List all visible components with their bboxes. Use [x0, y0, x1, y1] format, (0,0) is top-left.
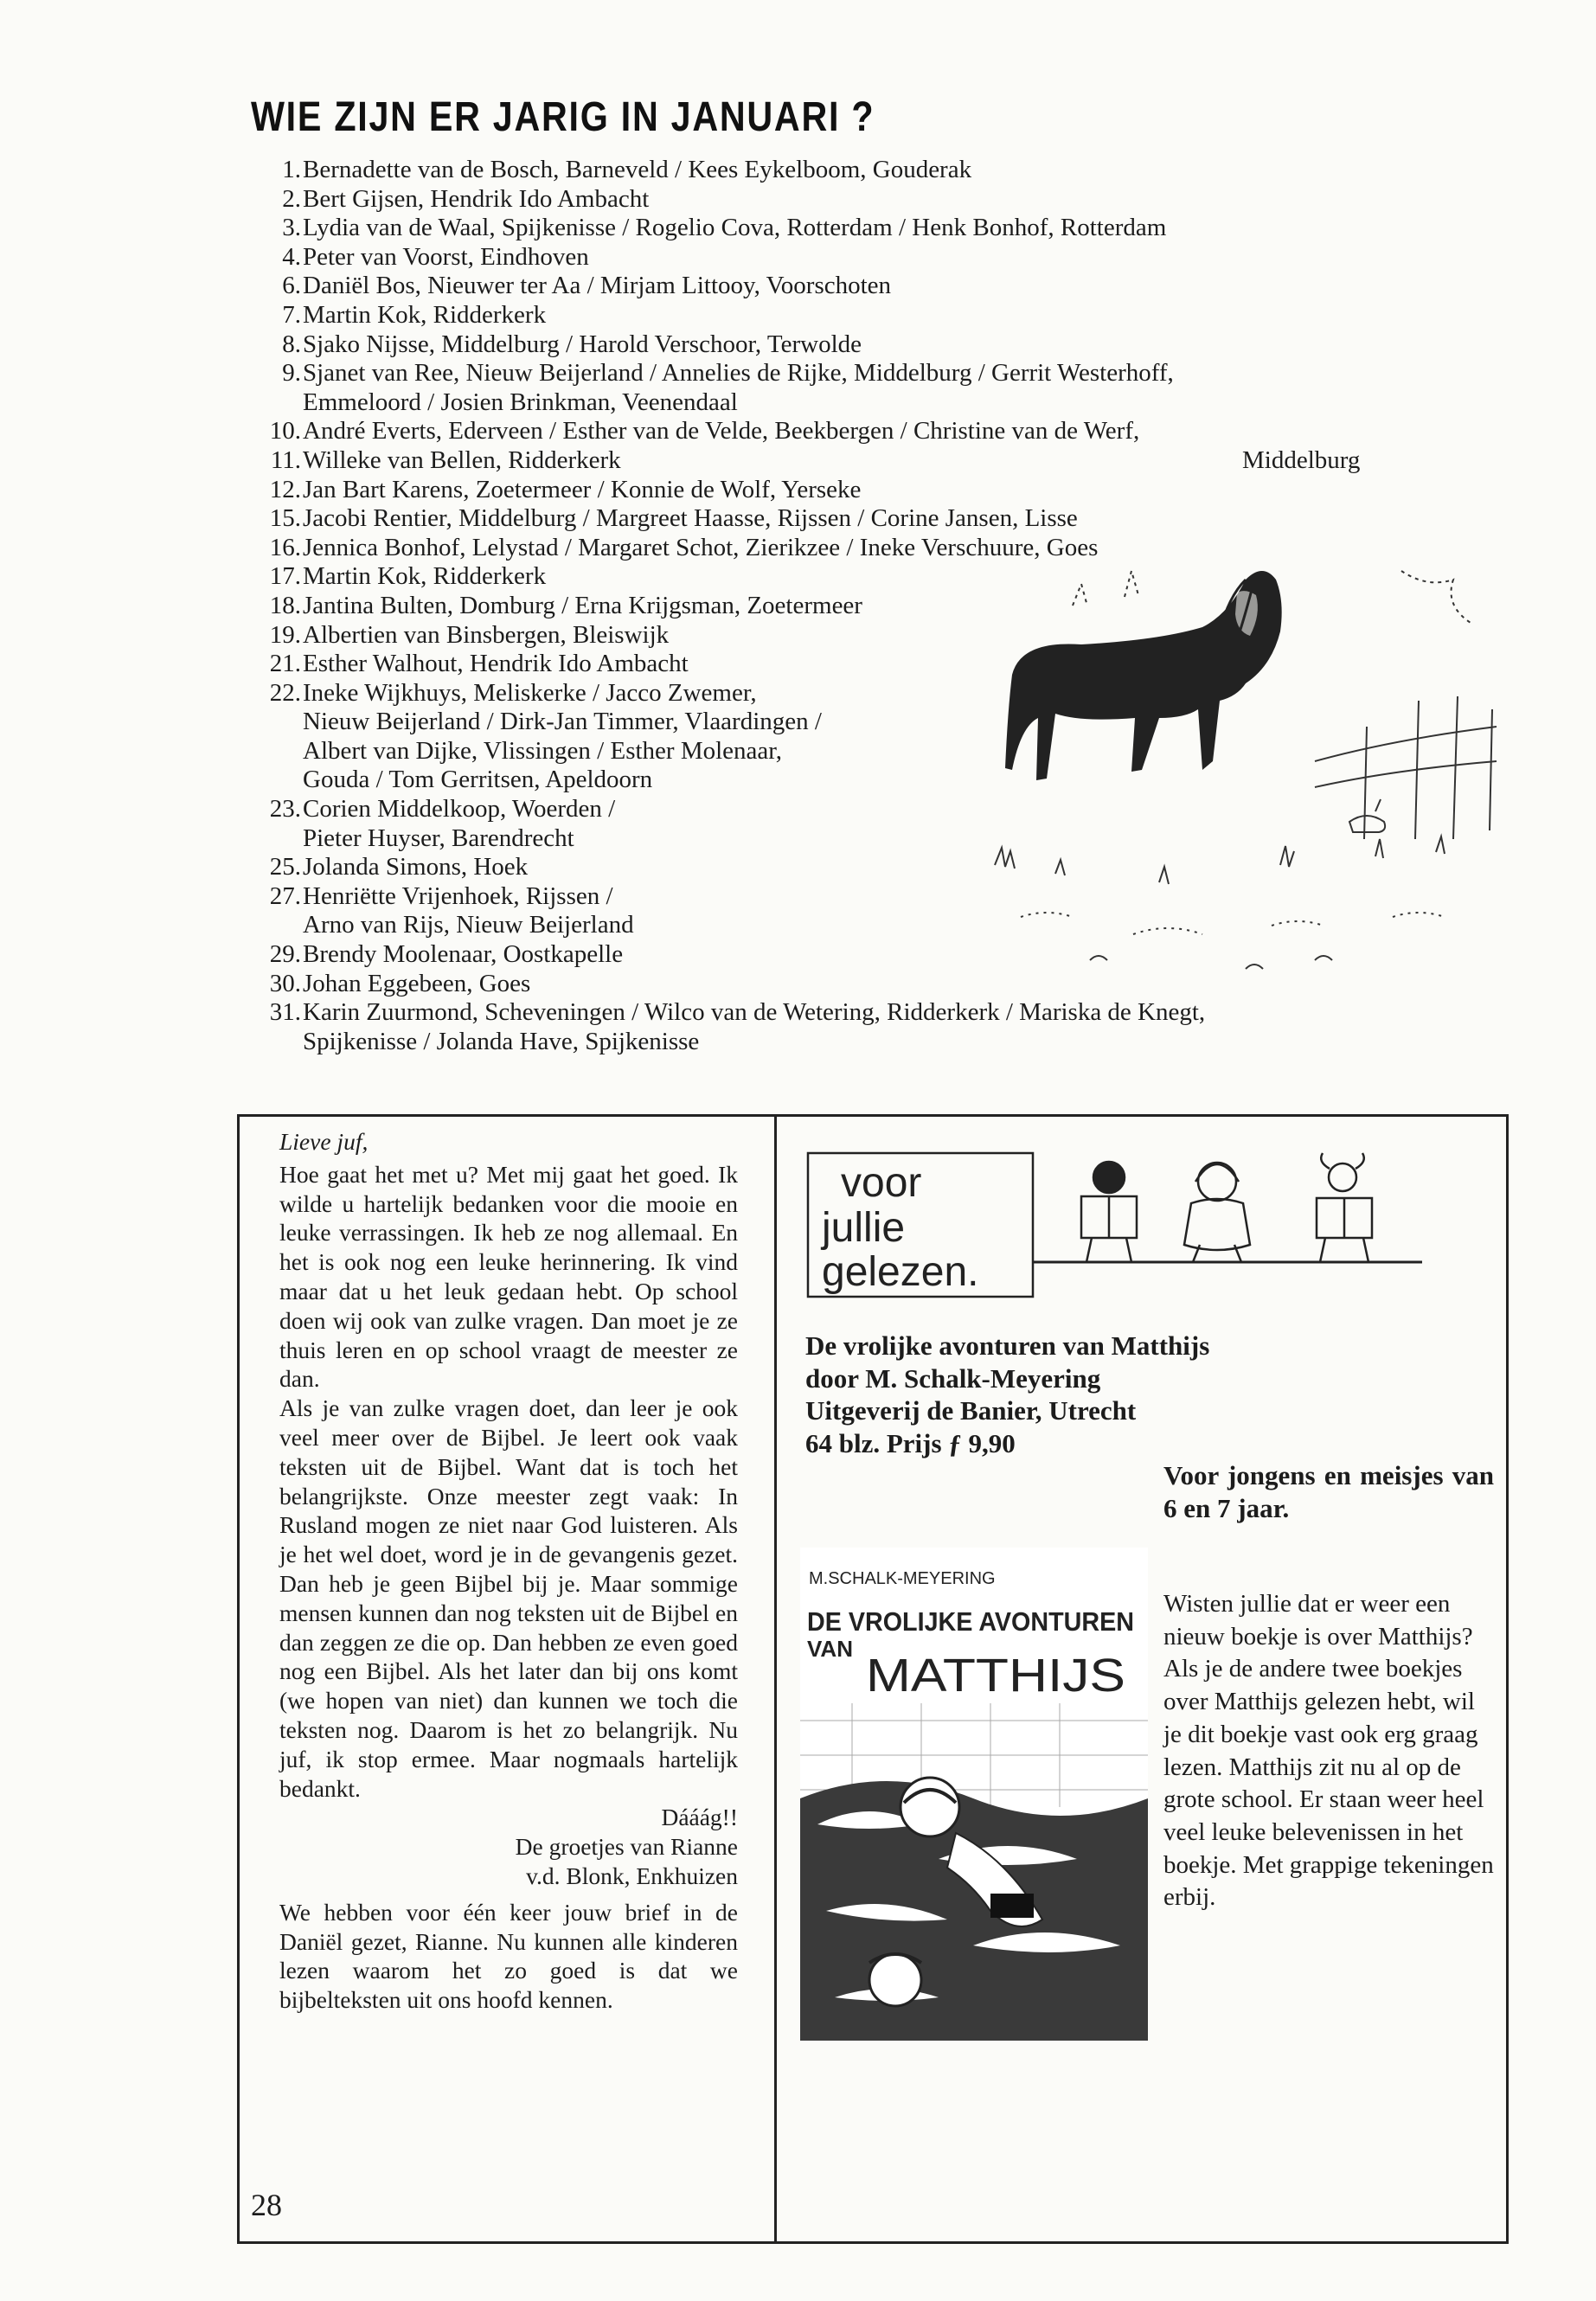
birthday-names: Peter van Voorst, Eindhoven — [303, 242, 589, 271]
birthday-day: 2. — [282, 184, 301, 213]
birthday-names: Martin Kok, Ridderkerk — [303, 300, 547, 329]
birthday-names: Spijkenisse / Jolanda Have, Spijkenisse — [303, 1027, 700, 1055]
birthday-day: 21. — [269, 650, 301, 678]
birthday-names: Arno van Rijs, Nieuw Beijerland — [303, 911, 634, 939]
birthday-day: 27. — [269, 881, 301, 910]
cover-title-1: DE VROLIJKE AVONTUREN — [807, 1606, 1134, 1637]
birthday-day: 22. — [269, 678, 301, 707]
birthday-row — [234, 272, 1410, 301]
birthday-day: 16. — [269, 533, 301, 561]
birthday-day: 23. — [269, 795, 301, 824]
birthday-names: Lydia van de Waal, Spijkenisse / Rogelio Cova, Rotterdam / Henk Bonhof, Rotterdam — [303, 214, 1167, 242]
birthday-day: 25. — [269, 853, 301, 881]
birthday-names: Albert van Dijke, Vlissingen / Esther Molenaar, — [303, 736, 783, 765]
birthday-day: 3. — [282, 214, 301, 242]
birthday-names: Bernadette van de Bosch, Barneveld / Kees Eykelboom, Gouderak — [303, 156, 972, 183]
birthday-names: Sjako Nijsse, Middelburg / Harold Verschoor, Terwolde — [303, 330, 862, 358]
cover-title-2: VAN — [807, 1636, 853, 1662]
birthday-day: 7. — [282, 300, 301, 329]
birthday-row — [234, 417, 1410, 446]
book-price: 64 blz. Prijs ƒ 9,90 — [805, 1427, 1016, 1458]
book-info — [805, 1330, 1290, 1459]
birthday-names: Nieuw Beijerland / Dirk-Jan Timmer, Vlaardingen / — [303, 708, 822, 736]
letter-signature-2: v.d. Blonk, Enkhuizen — [526, 1862, 738, 1889]
book-title: De vrolijke avonturen van Matthijs — [805, 1330, 1210, 1361]
birthday-row — [234, 446, 1410, 476]
birthday-names: Daniël Bos, Nieuwer ter Aa / Mirjam Littooy, Voorschoten — [303, 272, 892, 300]
birthday-names: Johan Eggebeen, Goes — [303, 969, 531, 997]
birthday-row — [234, 185, 1410, 215]
page-number: 28 — [251, 2188, 282, 2222]
birthday-names: Jan Bart Karens, Zoetermeer / Konnie de Wolf, Yerseke — [303, 475, 862, 503]
birthday-names: Emmeloord / Josien Brinkman, Veenendaal — [303, 388, 738, 416]
letter-body-2: Als je van zulke vragen doet, dan leer je ook veel meer over de Bijbel. Je leert ook vaak teksten uit de Bijbel. Want dat is toch het belangrijkste. Onze meester zegt vaak: In Rusland mogen ze niet naar God luisteren. Als je het wel doet, word je in de gevangenis gezet. Dan heb je geen Bijbel bij je. Maar sommige mensen kunnen dan nog teksten uit de Bijbel en dan zeggen ze die op. Dan hebben ze even goed nog een Bijbel. Als het later dan bij ons komt (we hopen van niet) dan kunnen we toch die teksten nog. Daarom is het zo belangrijk. Nu juf, ik stop ermee. Maar nogmaals hartelijk bedankt. — [279, 1394, 738, 1802]
birthday-row — [234, 243, 1410, 272]
birthday-day: 12. — [269, 475, 301, 503]
birthday-names: Brendy Moolenaar, Oostkapelle — [303, 940, 624, 969]
birthday-day: 19. — [269, 620, 301, 649]
birthday-names: Esther Walhout, Hendrik Ido Ambacht — [303, 650, 689, 678]
reading-children-icon — [1081, 1153, 1372, 1262]
birthday-day: 11. — [270, 445, 301, 474]
birthday-names: Martin Kok, Ridderkerk — [303, 562, 547, 591]
editor-reply: We hebben voor één keer jouw brief in de Daniël gezet, Rianne. Nu kunnen alle kinderen lezen waarom het zo goed is dat we bijbelteksten uit ons hoofd kennen. — [279, 1898, 738, 2014]
birthday-row — [234, 388, 1410, 418]
logo-line-2: jullie — [822, 1205, 906, 1251]
birthday-day: 30. — [269, 969, 301, 997]
birthday-row — [234, 1028, 1410, 1057]
birthday-names: Corien Middelkoop, Woerden / — [303, 795, 616, 824]
birthday-day: 18. — [269, 591, 301, 619]
birthday-row — [234, 476, 1410, 505]
birthday-day: 31. — [269, 998, 301, 1027]
book-author: door M. Schalk-Meyering — [805, 1362, 1101, 1394]
logo-line-1: voor — [841, 1160, 922, 1206]
birthday-day: 8. — [282, 330, 301, 358]
book-publisher: Uitgeverij de Banier, Utrecht — [805, 1395, 1137, 1426]
birthday-names: Jantina Bulten, Domburg / Erna Krijgsman, Zoetermeer — [303, 591, 862, 619]
birthday-day: 15. — [269, 504, 301, 533]
letter-goodbye: Dááág!! — [661, 1804, 738, 1831]
cover-swimmer-illustration — [800, 1778, 1148, 2041]
birthday-names: Jennica Bonhof, Lelystad / Margaret Schot, Zierikzee / Ineke Verschuure, Goes — [303, 533, 1099, 561]
birthday-continuation: Middelburg — [1242, 445, 1361, 474]
pony-illustration — [986, 554, 1505, 1012]
page-heading: WIE ZIJN ER JARIG IN JANUARI ? — [251, 94, 875, 140]
birthday-names: Gouda / Tom Gerritsen, Apeldoorn — [303, 766, 653, 794]
birthday-day: 17. — [269, 562, 301, 591]
birthday-row — [234, 359, 1410, 388]
reader-letter — [279, 1127, 738, 2015]
logo-line-3: gelezen. — [822, 1249, 979, 1295]
birthday-row — [234, 301, 1410, 330]
birthday-names: Henriëtte Vrijenhoek, Rijssen / — [303, 881, 613, 910]
book-cover — [800, 1548, 1148, 2041]
birthday-names: Pieter Huyser, Barendrecht — [303, 824, 574, 852]
bottom-box — [237, 1114, 1509, 2244]
birthday-row — [234, 330, 1410, 360]
letter-signature-1: De groetjes van Rianne — [515, 1833, 738, 1861]
birthday-day: 1. — [282, 156, 301, 183]
birthday-day: 9. — [282, 359, 301, 388]
birthday-names: Albertien van Binsbergen, Bleiswijk — [303, 620, 670, 649]
birthday-row — [234, 504, 1410, 534]
birthday-day: 4. — [282, 242, 301, 271]
age-headline: Voor jongens en meisjes van 6 en 7 jaar. — [1163, 1460, 1494, 1523]
letter-salutation: Lieve juf, — [279, 1128, 369, 1155]
birthday-day: 6. — [282, 272, 301, 300]
birthday-names: Jacobi Rentier, Middelburg / Margreet Haasse, Rijssen / Corine Jansen, Lisse — [303, 504, 1078, 533]
birthday-names: André Everts, Ederveen / Esther van de Velde, Beekbergen / Christine van de Werf, — [303, 417, 1140, 445]
letter-body: Hoe gaat het met u? Met mij gaat het goed. Ik wilde u hartelijk bedanken voor die mooie en leuke verrassingen. Ik heb ze nog allemaal. En het is ook nog een leuke herinnering. Ik vind maar dat u het leuk gedaan hebt. Op school doen wij ook van zulke vragen. Dan moet je ze thuis leren en op school vraagt de meester ze dan. — [279, 1160, 738, 1393]
birthday-row — [234, 156, 1410, 185]
birthday-day: 10. — [269, 417, 301, 445]
box-divider — [774, 1117, 777, 2241]
birthday-names: Sjanet van Ree, Nieuw Beijerland / Annelies de Rijke, Middelburg / Gerrit Westerhoff, — [303, 359, 1174, 388]
birthday-names: Ineke Wijkhuys, Meliskerke / Jacco Zwemer, — [303, 678, 757, 707]
birthday-names: Jolanda Simons, Hoek — [303, 853, 529, 881]
birthday-names: Karin Zuurmond, Scheveningen / Wilco van de Wetering, Ridderkerk / Mariska de Knegt, — [303, 998, 1206, 1027]
birthday-names: Bert Gijsen, Hendrik Ido Ambacht — [303, 184, 650, 213]
birthday-row — [234, 214, 1410, 243]
book-description: Wisten jullie dat er weer een nieuw boekje is over Matthijs? Als je de andere twee boekjes over Matthijs gelezen hebt, wil je dit boekje vast ook erg graag lezen. Matthijs zit nu al op de grote school. Er staan weer heel veel leuke belevenissen in het boekje. Met grappige tekeningen erbij. — [1163, 1590, 1494, 1912]
cover-author: M.SCHALK-MEYERING — [809, 1569, 996, 1588]
voor-jullie-gelezen-logo — [806, 1151, 1427, 1302]
birthday-day: 29. — [269, 940, 301, 969]
cover-title-3: MATTHIJS — [866, 1650, 1125, 1702]
birthday-names: Willeke van Bellen, Ridderkerk — [303, 445, 621, 474]
